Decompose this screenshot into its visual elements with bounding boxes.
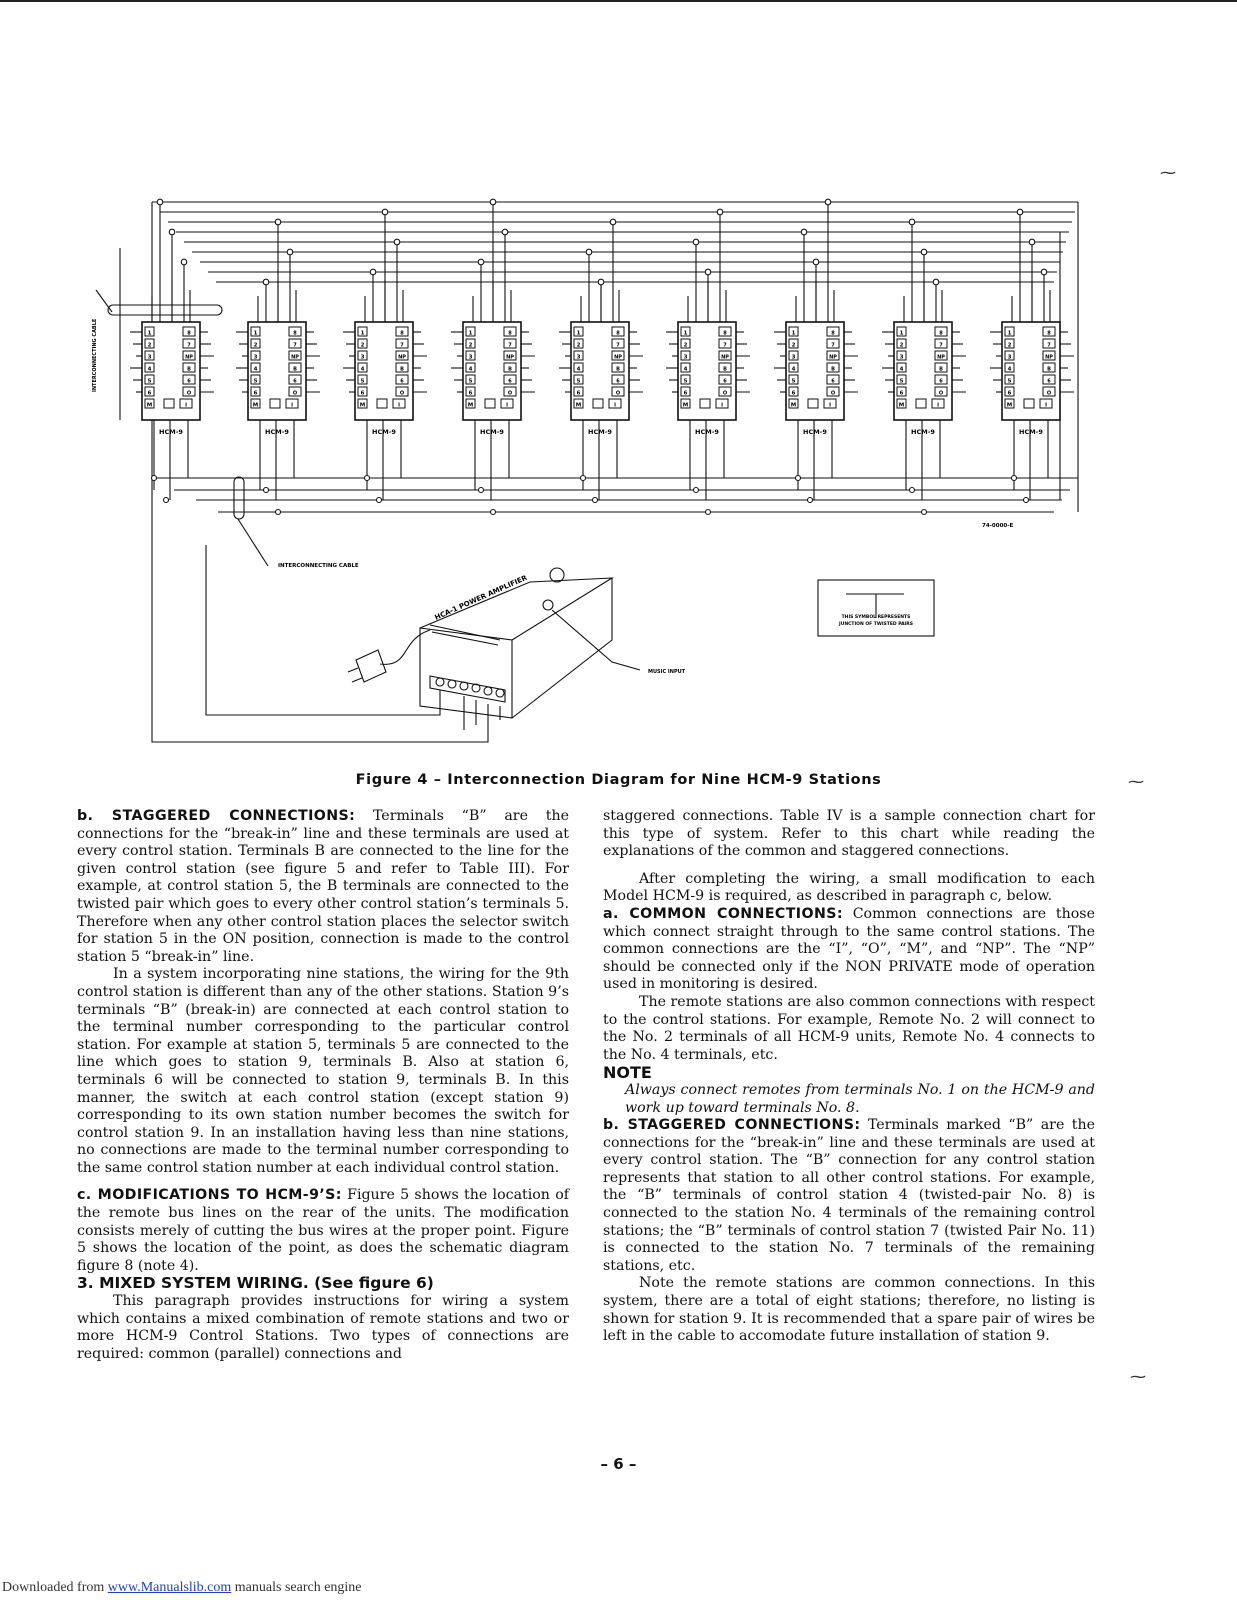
- footer-prefix: Downloaded from: [2, 1580, 108, 1595]
- terminal-box: [593, 399, 603, 408]
- terminal-label: 6: [187, 378, 191, 385]
- station-group: [142, 322, 1060, 436]
- terminal-label: 7: [831, 342, 835, 349]
- terminal-label: 3: [1007, 354, 1012, 361]
- drawing-number: 74-0000-E: [982, 523, 1014, 529]
- terminal-label: I: [398, 402, 400, 409]
- scan-mark: ⁓: [1128, 772, 1144, 791]
- terminal-label: M: [898, 402, 905, 409]
- paragraph-heading: b. STAGGERED CONNECTIONS:: [77, 808, 356, 824]
- terminal-box: [485, 399, 495, 408]
- terminal-label: B: [400, 366, 404, 373]
- terminal-label: 3: [147, 354, 152, 361]
- hcm9-station: [142, 322, 200, 436]
- terminal-label: 4: [683, 366, 688, 373]
- paragraph: The remote stations are also common connections with respect to the control stations. For example, Remote No. 2 will connect to the No. 2 terminals of all HCM-9 units, Remote No. 4 connects to the No. 4 terminals, etc.: [603, 993, 1095, 1063]
- terminal-label: NP: [291, 354, 299, 361]
- terminal-label: NP: [398, 354, 406, 361]
- terminal-label: 6: [147, 390, 152, 397]
- terminal-label: 5: [253, 378, 258, 385]
- interconnection-diagram: [0, 0, 1237, 760]
- terminal-box: [808, 399, 818, 408]
- terminal-label: 4: [791, 366, 796, 373]
- terminal-label: 3: [791, 354, 796, 361]
- terminal-label: 8: [1047, 330, 1051, 337]
- terminal-label: NP: [1045, 354, 1053, 361]
- terminal-label: I: [721, 402, 723, 409]
- section-heading: 3. MIXED SYSTEM WIRING. (See figure 6): [77, 1274, 434, 1293]
- terminal-label: 1: [253, 330, 258, 337]
- right-column: [603, 808, 1095, 1346]
- terminal-label: 4: [253, 366, 258, 373]
- terminal-label: 7: [723, 342, 727, 349]
- terminal-label: 8: [508, 330, 512, 337]
- terminal-label: 4: [147, 366, 152, 373]
- terminal-label: 8: [831, 330, 835, 337]
- terminal-label: 5: [468, 378, 473, 385]
- amplifier-jack: [543, 600, 553, 610]
- terminal-label: 6: [1007, 390, 1012, 397]
- paragraph-body: Terminals marked “B” are the connections for the “break-in” line and these terminals are used at every control station. The “B” connection for any control station represents that station to all other control stations. For example, the “B” terminals of control station 4 (twisted-pair No. 8) is connected to the station No. 4 terminals of the remaining control stations; the “B” terminals of control station 7 (twisted Pair No. 11) is connected to the station No. 7 terminals of the remaining stations, etc.: [603, 1117, 1095, 1274]
- terminal-label: 4: [899, 366, 904, 373]
- amplifier-knob: [550, 568, 564, 582]
- terminal-label: O: [615, 390, 621, 397]
- terminal-label: 3: [576, 354, 581, 361]
- terminal-label: I: [829, 402, 831, 409]
- station-label: HCM-9: [588, 428, 612, 436]
- terminal-label: 1: [576, 330, 581, 337]
- note-heading: NOTE: [603, 1063, 652, 1083]
- amplifier-terminal-strip: [430, 676, 505, 702]
- hcm9-station: [678, 322, 736, 436]
- bottom-cable-lead: [238, 519, 268, 566]
- terminal-label: M: [1006, 402, 1013, 409]
- paragraph: [77, 1187, 569, 1275]
- terminal-label: I: [937, 402, 939, 409]
- terminal-label: 6: [683, 390, 688, 397]
- page-number: – 6 –: [600, 1455, 637, 1473]
- terminal-label: 7: [616, 342, 620, 349]
- terminal-label: O: [186, 390, 192, 397]
- terminal-label: NP: [506, 354, 514, 361]
- hcm9-station: [248, 322, 306, 436]
- terminal-label: M: [146, 402, 153, 409]
- station-label: HCM-9: [911, 428, 935, 436]
- terminal-box: [270, 399, 280, 408]
- terminal-label: 5: [791, 378, 796, 385]
- terminal-label: M: [682, 402, 689, 409]
- terminal-label: B: [723, 366, 727, 373]
- terminal-label: 7: [508, 342, 512, 349]
- terminal-label: B: [508, 366, 512, 373]
- terminal-label: O: [292, 390, 298, 397]
- hcm9-station: [355, 322, 413, 436]
- terminal-label: I: [1045, 402, 1047, 409]
- terminal-label: 6: [253, 390, 258, 397]
- terminal-label: 1: [468, 330, 473, 337]
- power-plug: [356, 650, 386, 682]
- terminal-label: 7: [400, 342, 404, 349]
- terminal-label: 1: [1007, 330, 1012, 337]
- paragraph: [603, 906, 1095, 994]
- terminal-label: 6: [939, 378, 943, 385]
- terminal-label: O: [507, 390, 513, 397]
- terminal-label: O: [830, 390, 836, 397]
- terminal-label: M: [575, 402, 582, 409]
- paragraph: [603, 1117, 1095, 1275]
- terminal-label: 6: [899, 390, 904, 397]
- paragraph: staggered connections. Table IV is a sample connection chart for this type of system. Refer to this chart while reading the explanations of the common and staggered connections.: [603, 808, 1095, 860]
- music-input-leader: [552, 610, 640, 670]
- terminal-label: 7: [187, 342, 191, 349]
- scan-mark: ⁓: [1160, 163, 1176, 182]
- terminal-label: 6: [400, 378, 404, 385]
- terminal-label: 8: [939, 330, 943, 337]
- terminal-box: [700, 399, 710, 408]
- paragraph-heading: c. MODIFICATIONS TO HCM-9’S:: [77, 1187, 342, 1204]
- terminal-label: I: [291, 402, 293, 409]
- paragraph-body: Terminals “B” are the connections for the “break-in” line and these terminals are used at every control station. Terminals B are connected to the line for the given control station (see figure 5 and refer to Table III). For example, at control station 5, the B terminals are connected to the twisted pair which goes to every other control station’s terminals 5. Therefore when any other control station places the selector switch for station 5 in the ON position, connection is made to the control station 5 “break-in” line.: [77, 808, 569, 965]
- terminal-label: 1: [791, 330, 796, 337]
- terminal-label: 7: [293, 342, 297, 349]
- terminal-label: 6: [468, 390, 473, 397]
- power-cord: [380, 630, 430, 664]
- terminal-label: 6: [1047, 378, 1051, 385]
- terminal-label: 6: [831, 378, 835, 385]
- terminal-label: 2: [791, 342, 796, 349]
- terminal-label: 6: [791, 390, 796, 397]
- terminal-label: O: [938, 390, 944, 397]
- terminal-label: 8: [723, 330, 727, 337]
- terminal-label: NP: [829, 354, 837, 361]
- paragraph: In a system incorporating nine stations, the wiring for the 9th control station is different than any of the other stations. Station 9’s terminals “B” (break-in) are connected at each control station to the terminal number corresponding to the particular control station. For example at station 5, terminals 5 are connected to the line which goes to station 9, terminals B. Also at station 6, terminals 6 will be connected to station 9, terminals B. In this manner, the switch at each control station (except station 9) corresponding to its own station number becomes the switch for control station 9. In an installation having less than nine stations, no connections are made to the terminal number corresponding to the same control station number at each individual control station.: [77, 966, 569, 1176]
- terminal-label: I: [506, 402, 508, 409]
- terminal-label: 2: [253, 342, 258, 349]
- terminal-label: B: [1047, 366, 1051, 373]
- paragraph: Note the remote stations are common connections. In this system, there are a total of eight stations; therefore, no listing is shown for station 9. It is recommended that a spare pair of wires be left in the cable to accomodate future installation of station 9.: [603, 1275, 1095, 1345]
- paragraph-body: Common connections are those which connect straight through to the same control stations. The common connections are the “I”, “O”, “M”, and “NP”. The “NP” should be connected only if the NON PRIVATE mode of operation used in monitoring is desired.: [603, 905, 1095, 993]
- legend-text-1: THIS SYMBOL REPRESENTS: [841, 615, 911, 620]
- terminal-label: I: [185, 402, 187, 409]
- station-label: HCM-9: [480, 428, 504, 436]
- hcm9-station: [1002, 322, 1060, 436]
- terminal-label: 1: [360, 330, 365, 337]
- terminal-label: M: [467, 402, 474, 409]
- terminal-label: 3: [468, 354, 473, 361]
- left-cable-bundle: [108, 305, 222, 315]
- footer: [2, 1580, 362, 1596]
- terminal-label: 4: [576, 366, 581, 373]
- terminal-label: 8: [293, 330, 297, 337]
- terminal-label: 5: [147, 378, 152, 385]
- terminal-label: 3: [253, 354, 258, 361]
- music-input-label: MUSIC INPUT: [648, 669, 686, 675]
- terminal-label: 3: [899, 354, 904, 361]
- cable-label: INTERCONNECTING CABLE: [278, 563, 359, 569]
- terminal-label: 2: [576, 342, 581, 349]
- terminal-label: B: [939, 366, 943, 373]
- hcm9-station: [463, 322, 521, 436]
- paragraph-heading: b. STAGGERED CONNECTIONS:: [603, 1117, 861, 1134]
- terminal-label: O: [722, 390, 728, 397]
- terminal-label: B: [187, 366, 191, 373]
- terminal-label: 2: [468, 342, 473, 349]
- terminal-label: 8: [616, 330, 620, 337]
- terminal-box: [164, 399, 174, 408]
- manualslib-link[interactable]: www.Manualslib.com: [107, 1580, 232, 1595]
- station-label: HCM-9: [159, 428, 183, 436]
- terminal-box: [377, 399, 387, 408]
- terminal-label: M: [359, 402, 366, 409]
- terminal-label: 6: [616, 378, 620, 385]
- terminal-label: 5: [683, 378, 688, 385]
- terminal-label: NP: [614, 354, 622, 361]
- terminal-label: O: [399, 390, 405, 397]
- terminal-label: B: [293, 366, 297, 373]
- amplifier-box: [420, 628, 512, 718]
- terminal-label: 8: [187, 330, 191, 337]
- paragraph-heading: a. COMMON CONNECTIONS:: [603, 905, 843, 922]
- terminal-label: 5: [1007, 378, 1012, 385]
- vertical-cable-label: INTERCONNECTING CABLE: [92, 318, 98, 392]
- station-label: HCM-9: [372, 428, 396, 436]
- terminal-label: 7: [939, 342, 943, 349]
- paragraph: After completing the wiring, a small modification to each Model HCM-9 is required, as described in paragraph c, below.: [603, 870, 1095, 905]
- terminal-label: 6: [723, 378, 727, 385]
- bottom-bus-wires: [152, 420, 1079, 515]
- legend-text-2: JUNCTION OF TWISTED PAIRS: [839, 622, 913, 627]
- paragraph: This paragraph provides instructions for wiring a system which contains a mixed combination of remote stations and two or more HCM-9 Control Stations. Two types of connections are required: common (parallel) connections and: [77, 1293, 569, 1362]
- terminal-label: 4: [468, 366, 473, 373]
- paragraph: [77, 808, 569, 966]
- terminal-label: NP: [937, 354, 945, 361]
- terminal-label: 3: [360, 354, 365, 361]
- hcm9-station: [571, 322, 629, 436]
- terminal-label: 6: [293, 378, 297, 385]
- terminal-label: 2: [683, 342, 688, 349]
- terminal-label: 1: [683, 330, 688, 337]
- terminal-box: [916, 399, 926, 408]
- terminal-label: 7: [1047, 342, 1051, 349]
- bottom-cable-bundle: [234, 477, 244, 519]
- hcm9-station: [894, 322, 952, 436]
- left-column: [77, 808, 569, 1363]
- terminal-label: B: [831, 366, 835, 373]
- amplifier-label: HCA-1 POWER AMPLIFIER: [433, 573, 529, 622]
- station-label: HCM-9: [695, 428, 719, 436]
- terminal-label: M: [252, 402, 259, 409]
- terminal-label: I: [614, 402, 616, 409]
- terminal-label: B: [616, 366, 620, 373]
- terminal-label: 8: [400, 330, 404, 337]
- station-label: HCM-9: [1019, 428, 1043, 436]
- terminal-label: 2: [1007, 342, 1012, 349]
- terminal-label: 6: [360, 390, 365, 397]
- terminal-box: [1024, 399, 1034, 408]
- terminal-label: 4: [360, 366, 365, 373]
- terminal-label: 2: [147, 342, 152, 349]
- paragraph-body: Figure 5 shows the location of the remote bus lines on the rear of the units. The modification consists merely of cutting the bus wires at the proper point. Figure 5 shows the location of the point, as does the schematic diagram figure 8 (note 4).: [77, 1187, 569, 1274]
- terminal-label: 1: [899, 330, 904, 337]
- terminal-label: 5: [899, 378, 904, 385]
- terminal-label: 3: [683, 354, 688, 361]
- terminal-label: 2: [360, 342, 365, 349]
- terminal-label: 6: [576, 390, 581, 397]
- station-label: HCM-9: [265, 428, 289, 436]
- left-cable-lead: [96, 290, 112, 312]
- terminal-label: 5: [576, 378, 581, 385]
- terminal-label: 1: [147, 330, 152, 337]
- hcm9-station: [786, 322, 844, 436]
- terminal-label: 4: [1007, 366, 1012, 373]
- footer-suffix: manuals search engine: [231, 1580, 362, 1595]
- terminal-label: M: [790, 402, 797, 409]
- figure-caption: Figure 4 – Interconnection Diagram for Nine HCM-9 Stations: [355, 772, 882, 788]
- station-label: HCM-9: [803, 428, 827, 436]
- scan-mark: ⁓: [1130, 1367, 1146, 1386]
- note-text: Always connect remotes from terminals No. 1 on the HCM-9 and work up toward terminals No. 8.: [625, 1081, 1095, 1116]
- terminal-label: 6: [508, 378, 512, 385]
- terminal-label: NP: [185, 354, 193, 361]
- terminal-label: O: [1046, 390, 1052, 397]
- terminal-label: 2: [899, 342, 904, 349]
- terminal-label: 5: [360, 378, 365, 385]
- terminal-label: NP: [721, 354, 729, 361]
